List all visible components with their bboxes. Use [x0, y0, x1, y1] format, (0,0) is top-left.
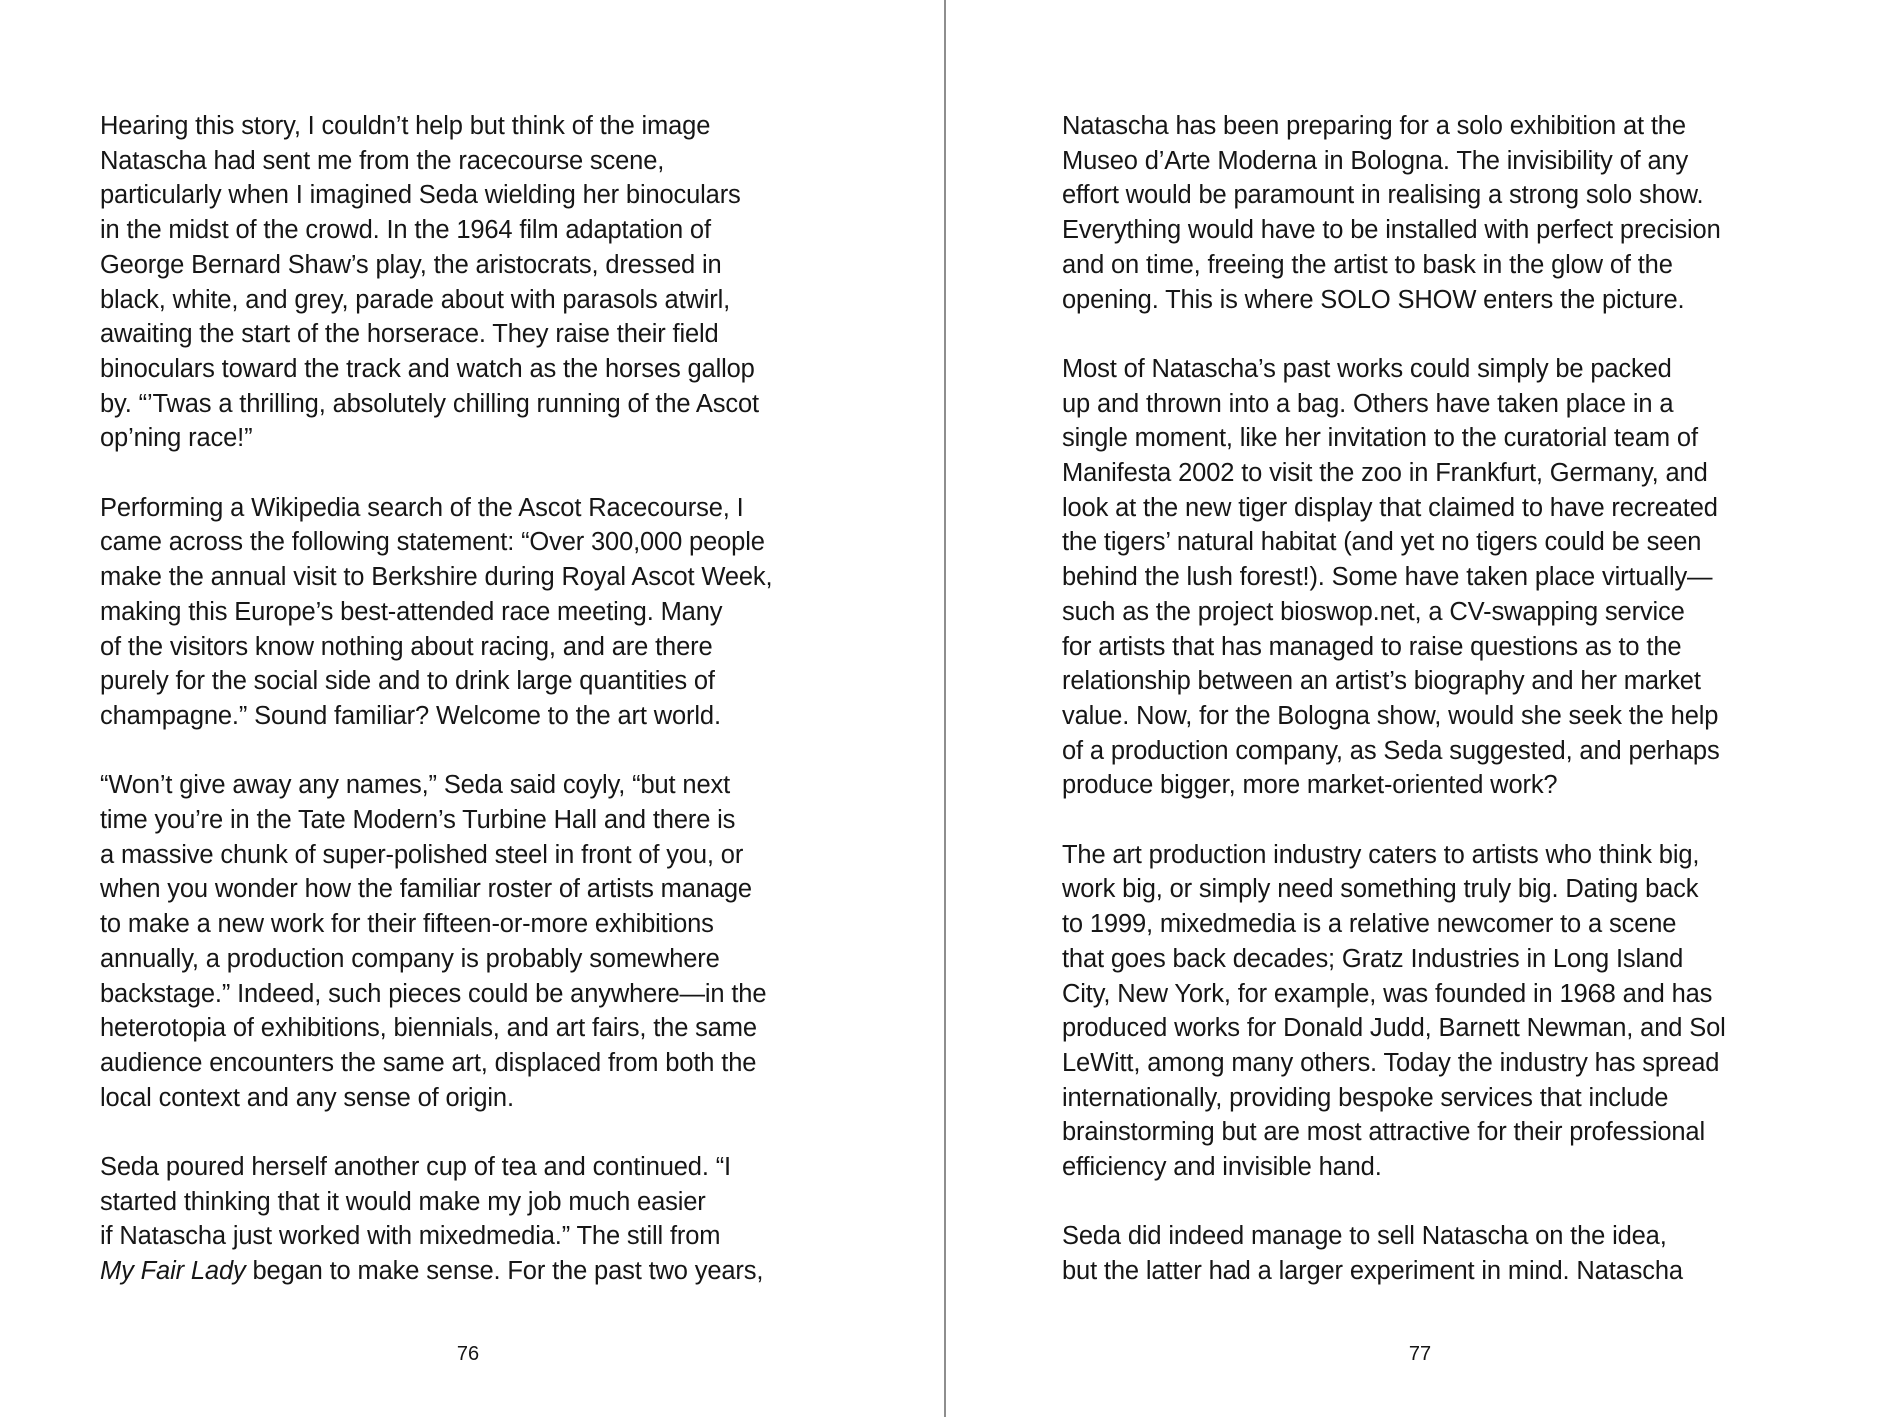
- page-number: 77: [1408, 1343, 1432, 1365]
- text-line: work big, or simply need something truly big. Dating back: [1062, 875, 1699, 904]
- text-line: relationship between an artist’s biography and her market: [1062, 667, 1701, 696]
- text-line: Seda poured herself another cup of tea and continued. “I: [100, 1153, 731, 1182]
- text-line: annually, a production company is probably somewhere: [100, 944, 720, 973]
- text-line: Most of Natascha’s past works could simply be packed: [1062, 354, 1672, 383]
- text-line: produce bigger, more market-oriented work?: [1062, 771, 1558, 800]
- text-line: but the latter had a larger experiment in mind. Natascha: [1062, 1257, 1683, 1286]
- right-page-body: [1062, 109, 1802, 1324]
- text-line: backstage.” Indeed, such pieces could be anywhere—in the: [100, 979, 767, 1008]
- text-line: by. “’Twas a thrilling, absolutely chilling running of the Ascot: [100, 389, 759, 418]
- text-line: a massive chunk of super-polished steel in front of you, or: [100, 840, 744, 869]
- text-line: of a production company, as Seda suggested, and perhaps: [1062, 736, 1720, 765]
- text-line: the tigers’ natural habitat (and yet no tigers could be seen: [1062, 528, 1702, 557]
- text-line: Hearing this story, I couldn’t help but think of the image: [100, 112, 711, 140]
- text-line: Performing a Wikipedia search of the Ascot Racecourse, I: [100, 493, 744, 522]
- text-line: Manifesta 2002 to visit the zoo in Frankfurt, Germany, and: [1062, 459, 1708, 488]
- text-line: City, New York, for example, was founded in 1968 and has: [1062, 979, 1713, 1008]
- text-line: make the annual visit to Berkshire during Royal Ascot Week,: [100, 563, 773, 592]
- paragraph: [1062, 109, 1802, 317]
- left-page-body: [100, 109, 840, 1324]
- left-page: [0, 0, 944, 1417]
- text-line: and on time, freeing the artist to bask in the glow of the: [1062, 250, 1673, 279]
- text-line: Everything would have to be installed with perfect precision: [1062, 216, 1721, 245]
- text-line: up and thrown into a bag. Others have taken place in a: [1062, 389, 1674, 418]
- text-line: Natascha has been preparing for a solo exhibition at the: [1062, 112, 1686, 140]
- paragraph: [1062, 352, 1802, 803]
- text-line: value. Now, for the Bologna show, would she seek the help: [1062, 701, 1719, 730]
- text-line: black, white, and grey, parade about with parasols atwirl,: [100, 285, 731, 314]
- text-line: local context and any sense of origin.: [100, 1083, 514, 1112]
- text-line: time you’re in the Tate Modern’s Turbine Hall and there is: [100, 806, 736, 835]
- text-line: behind the lush forest!). Some have taken place virtually—: [1062, 563, 1713, 592]
- text-line: champagne.” Sound familiar? Welcome to the art world.: [100, 701, 721, 730]
- right-page: [946, 0, 1889, 1417]
- text-line: that goes back decades; Gratz Industries in Long Island: [1062, 944, 1684, 973]
- text-line: [100, 1254, 840, 1289]
- text-line: purely for the social side and to drink large quantities of: [100, 667, 715, 696]
- film-title: My Fair Lady: [100, 1257, 246, 1286]
- text-line: making this Europe’s best-attended race meeting. Many: [100, 597, 723, 626]
- text-line: opening. This is where SOLO SHOW enters the picture.: [1062, 285, 1685, 314]
- text-line: The art production industry caters to artists who think big,: [1062, 840, 1700, 869]
- text-line: to 1999, mixedmedia is a relative newcomer to a scene: [1062, 910, 1677, 939]
- text-line: if Natascha just worked with mixedmedia.” The still from: [100, 1222, 721, 1251]
- text-line: for artists that has managed to raise questions as to the: [1062, 632, 1682, 661]
- text-line: particularly when I imagined Seda wielding her binoculars: [100, 181, 741, 210]
- text-line-rest: began to make sense. For the past two years,: [245, 1257, 764, 1286]
- text-line: Natascha had sent me from the racecourse scene,: [100, 146, 665, 175]
- text-line: such as the project bioswop.net, a CV-swapping service: [1062, 597, 1685, 626]
- text-line: produced works for Donald Judd, Barnett Newman, and Sol: [1062, 1014, 1726, 1043]
- text-line: brainstorming but are most attractive for their professional: [1062, 1118, 1705, 1147]
- text-line: op’ning race!”: [100, 424, 253, 453]
- text-line: binoculars toward the track and watch as the horses gallop: [100, 354, 755, 383]
- paragraph: [1062, 1219, 1802, 1288]
- text-line: Museo d’Arte Moderna in Bologna. The invisibility of any: [1062, 146, 1689, 175]
- text-line: Seda did indeed manage to sell Natascha on the idea,: [1062, 1222, 1667, 1251]
- text-line: started thinking that it would make my job much easier: [100, 1187, 706, 1216]
- text-line: of the visitors know nothing about racing, and are there: [100, 632, 713, 661]
- text-line: heterotopia of exhibitions, biennials, and art fairs, the same: [100, 1014, 757, 1043]
- text-line: when you wonder how the familiar roster of artists manage: [100, 875, 752, 904]
- paragraph: [100, 109, 840, 456]
- paragraph: [1062, 838, 1802, 1185]
- text-line: single moment, like her invitation to the curatorial team of: [1062, 424, 1698, 453]
- text-line: look at the new tiger display that claimed to have recreated: [1062, 493, 1718, 522]
- paragraph: [100, 768, 840, 1115]
- text-line: audience encounters the same art, displaced from both the: [100, 1048, 757, 1077]
- text-line: George Bernard Shaw’s play, the aristocrats, dressed in: [100, 250, 722, 279]
- text-line: efficiency and invisible hand.: [1062, 1153, 1382, 1182]
- text-line: effort would be paramount in realising a strong solo show.: [1062, 181, 1704, 210]
- text-line: awaiting the start of the horserace. They raise their field: [100, 320, 719, 349]
- text-line: “Won’t give away any names,” Seda said coyly, “but next: [100, 771, 731, 800]
- page-number: 76: [456, 1343, 480, 1365]
- text-line: internationally, providing bespoke services that include: [1062, 1083, 1669, 1112]
- paragraph: [100, 1150, 840, 1289]
- text-line: to make a new work for their fifteen-or-more exhibitions: [100, 910, 714, 939]
- text-line: in the midst of the crowd. In the 1964 film adaptation of: [100, 216, 711, 245]
- text-line: came across the following statement: “Over 300,000 people: [100, 528, 765, 557]
- paragraph: [100, 491, 840, 734]
- text-line: LeWitt, among many others. Today the industry has spread: [1062, 1048, 1720, 1077]
